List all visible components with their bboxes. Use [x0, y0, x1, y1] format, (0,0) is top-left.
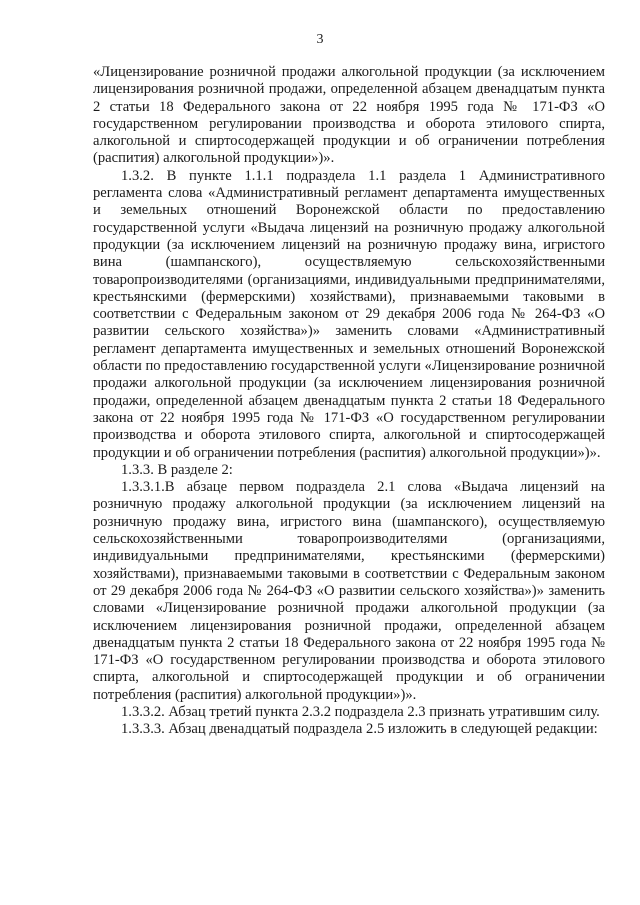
paragraph-1-3-3-3: 1.3.3.3. Абзац двенадцатый подраздела 2.5 изложить в следующей редакции: [121, 721, 598, 738]
page-number: 3 [316, 32, 324, 47]
paragraph-1-3-3-1: 1.3.3.1.В абзаце первом подраздела 2.1 слова «Выдача лицензий на розничную продажу алкогольной продукции (за исключением лицензий на розничную продажу вина, игристого вина (шампанского), осуществляемую сельскохозяйственными товаропроизводителями (организациями, индивидуальными предпринимателями, крестьянскими (фермерскими) хозяйствами), признаваемыми таковыми в соответствии с Федеральным законом от 29 декабря 2006 года № 264-ФЗ «О развитии сельского хозяйства»)» заменить словами «Лицензирование розничной продажи алкогольной продукции (за исключением лицензирования розничной продажи, определенной абзацем двенадцатым пункта 2 статьи 18 Федерального закона от 22 ноября 1995 года № 171-ФЗ «О государственном регулировании производства и оборота этилового спирта, алкогольной и спиртосодержащей продукции и об ограничении потребления (распития) алкогольной продукции»)». [93, 479, 605, 703]
paragraph-1-3-3: 1.3.3. В разделе 2: [121, 461, 233, 478]
document-body [93, 64, 605, 739]
paragraph-1-3-2: 1.3.2. В пункте 1.1.1 подраздела 1.1 раздела 1 Административного регламента слова «Административный регламент департамента имущественных и земельных отношений Воронежской области по предоставлению государственной услуги «Выдача лицензий на розничную продажу алкогольной продукции (за исключением лицензий на розничную продажу вина, игристого вина (шампанского), осуществляемую сельскохозяйственными товаропроизводителями (организациями, индивидуальными предпринимателями, крестьянскими (фермерскими) хозяйствами), признаваемыми таковыми в соответствии с Федеральным законом от 29 декабря 2006 года № 264-ФЗ «О развитии сельского хозяйства»)» заменить словами «Административный регламент департамента имущественных и земельных отношений Воронежской области по предоставлению государственной услуги «Лицензирование розничной продажи алкогольной продукции (за исключением лицензирования розничной продажи, определенной абзацем двенадцатым пункта 2 статьи 18 Федерального закона от 22 ноября 1995 года № 171-ФЗ «О государственном регулировании производства и оборота этилового спирта, алкогольной и спиртосодержащей продукции и об ограничении потребления (распития) алкогольной продукции»)». [93, 167, 605, 461]
paragraph-1-3-3-2: 1.3.3.2. Абзац третий пункта 2.3.2 подраздела 2.3 признать утратившим силу. [121, 703, 600, 720]
paragraph-quote-title: «Лицензирование розничной продажи алкогольной продукции (за исключением лицензирования розничной продажи, определенной абзацем двенадцатым пункта 2 статьи 18 Федерального закона от 22 ноября 1995 года № 171-ФЗ «О государственном регулировании производства и оборота этилового спирта, алкогольной и спиртосодержащей продукции и об ограничении потребления (распития) алкогольной продукции»)». [93, 64, 605, 167]
